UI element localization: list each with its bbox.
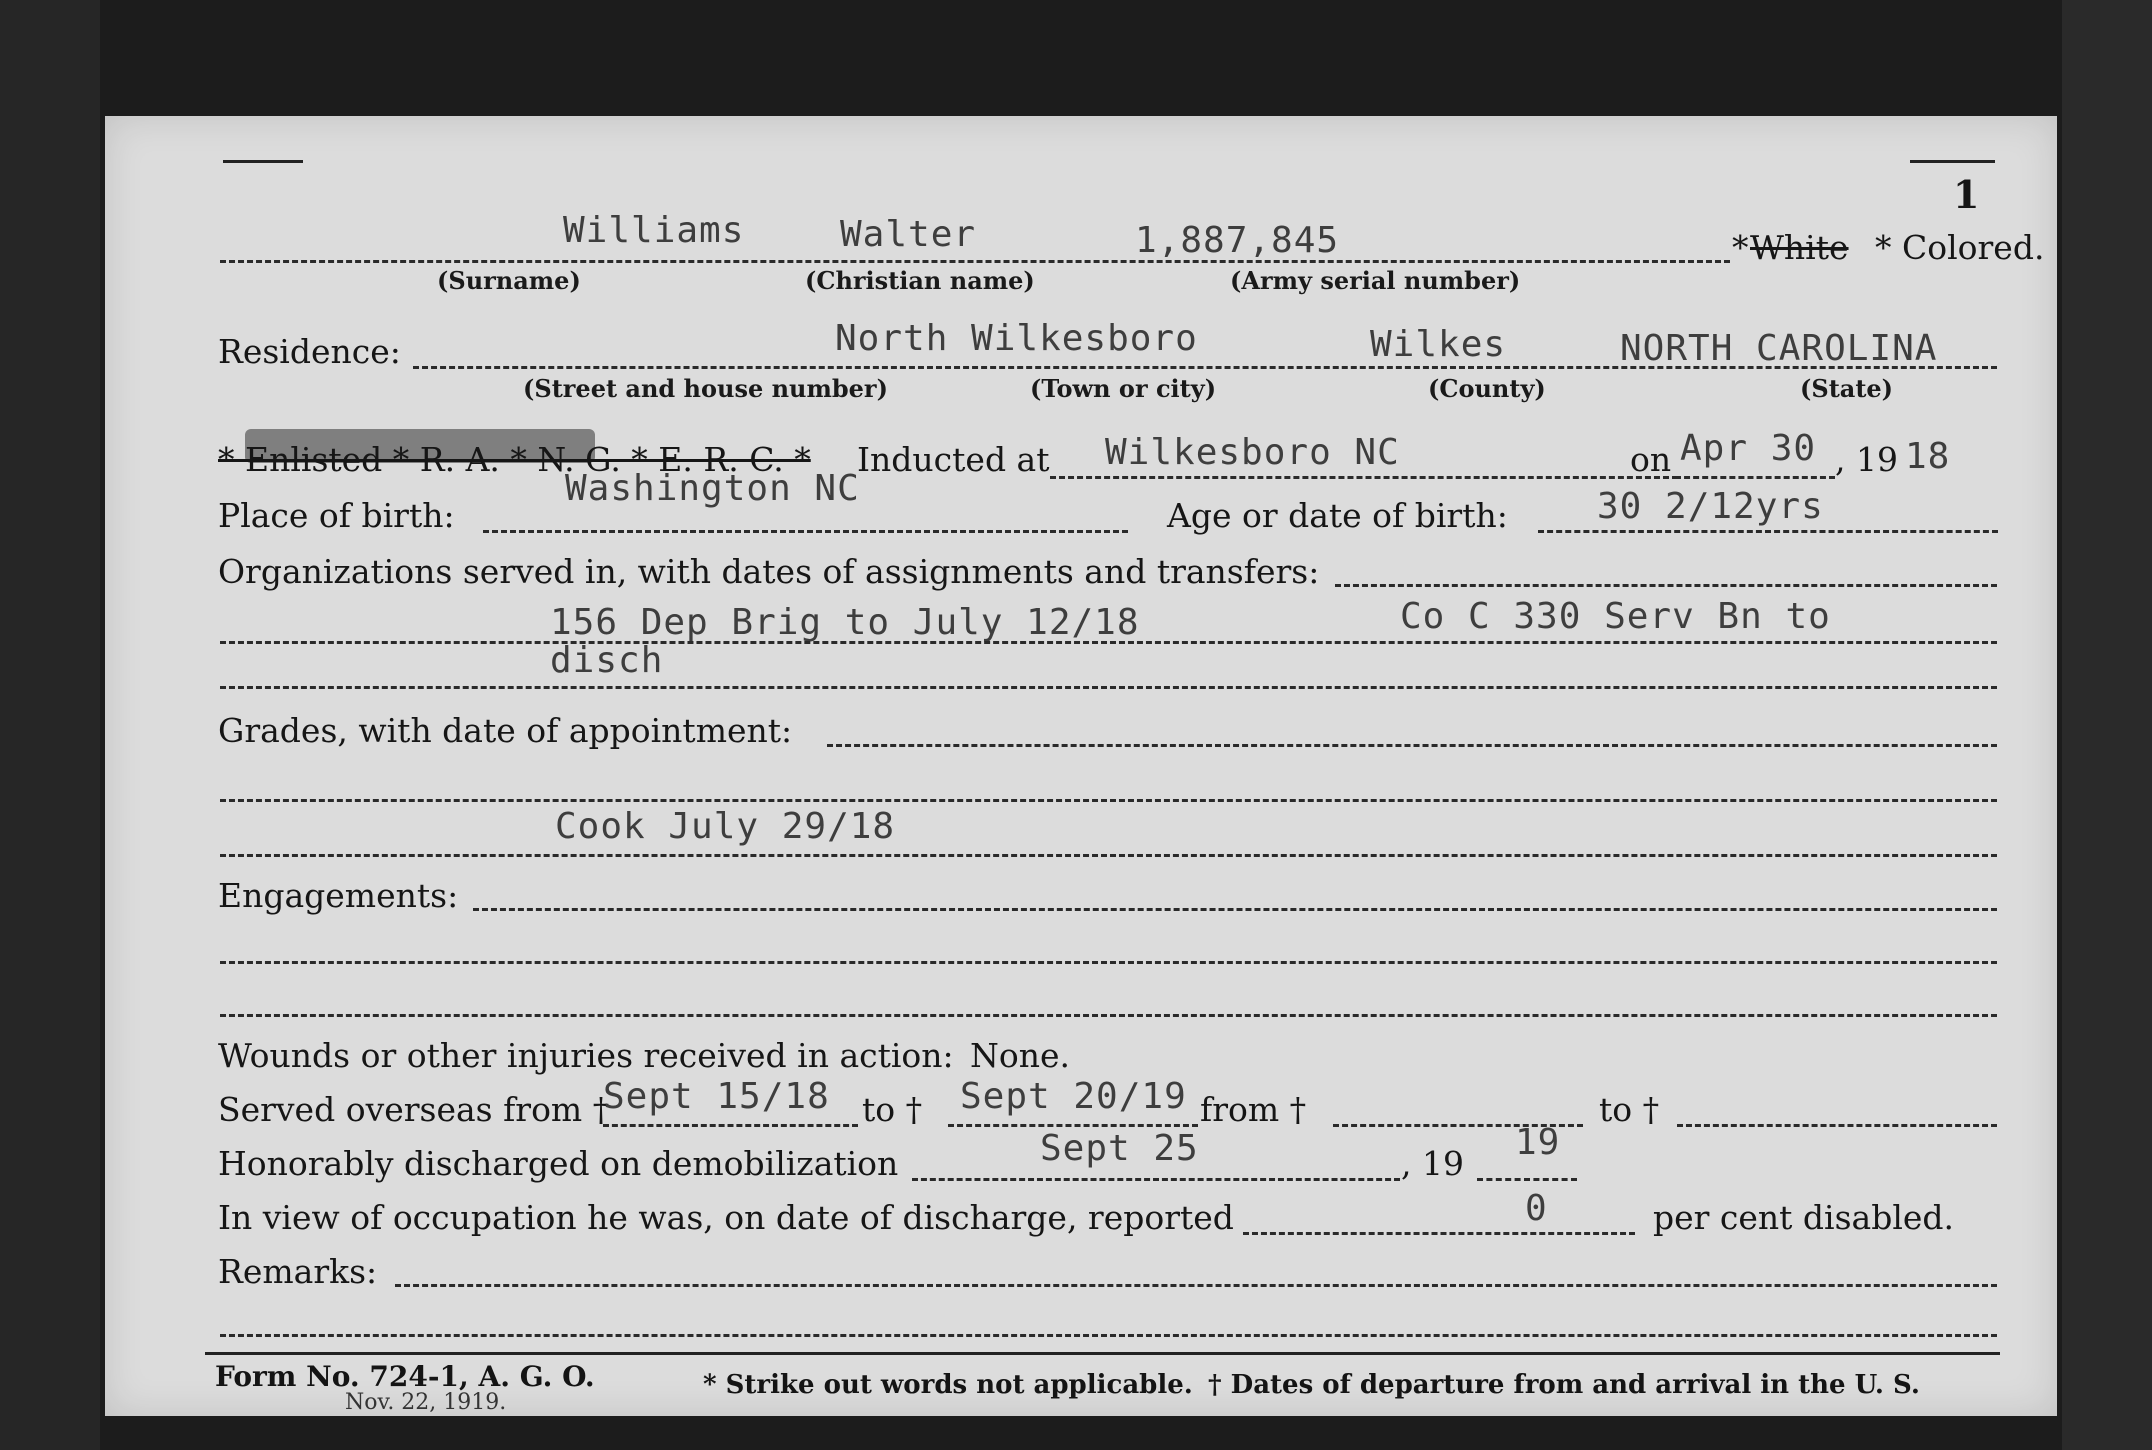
organizations-label: Organizations served in, with dates of assignments and transfers:	[218, 552, 1320, 591]
overseas-to-label: to †	[862, 1090, 923, 1129]
induction-year-prefix: , 19	[1835, 440, 1898, 479]
organizations-value-1b: Co C 330 Serv Bn to	[1400, 596, 1831, 637]
age-value: 30 2/12yrs	[1597, 486, 1824, 527]
race-star: *	[1732, 228, 1749, 267]
card-number: 1	[1953, 172, 1980, 217]
overseas-to2-label: to †	[1599, 1090, 1660, 1129]
organizations-line-1	[220, 641, 1997, 644]
place-of-birth-value: Washington NC	[565, 468, 860, 509]
name-line	[220, 260, 1730, 263]
residence-town: North Wilkesboro	[835, 318, 1198, 359]
wounds-value: None.	[970, 1036, 1071, 1075]
place-of-birth-line	[483, 530, 1128, 533]
organizations-value-2: disch	[550, 640, 664, 681]
form-date: Nov. 22, 1919.	[345, 1390, 507, 1415]
inducted-line	[1050, 476, 1678, 479]
footer-rule	[205, 1352, 2000, 1355]
residence-label: Residence:	[218, 332, 401, 371]
enlisted-options: * Enlisted * R. A. * N. G. * E. R. C. *	[218, 440, 811, 479]
age-label: Age or date of birth:	[1167, 496, 1508, 535]
scan-border-left	[0, 0, 100, 1450]
remarks-line-0	[395, 1284, 1997, 1287]
residence-county: Wilkes	[1370, 324, 1507, 365]
caption-street: (Street and house number)	[523, 374, 888, 403]
caption-christian: (Christian name)	[805, 266, 1035, 295]
overseas-to2-line	[1677, 1124, 1997, 1127]
induction-date: Apr 30	[1680, 428, 1817, 469]
organizations-value-1a: 156 Dep Brig to July 12/18	[550, 602, 1140, 643]
overseas-from2-label: from †	[1200, 1090, 1307, 1129]
induction-year: 18	[1905, 436, 1951, 477]
grades-line-1	[220, 799, 1997, 802]
engagements-line-0	[473, 908, 1997, 911]
inducted-label: Inducted at	[857, 440, 1050, 479]
caption-county: (County)	[1428, 374, 1546, 403]
service-record-card	[105, 116, 2057, 1416]
scan-border-right	[2062, 0, 2152, 1450]
discharge-line	[912, 1178, 1400, 1181]
caption-surname: (Surname)	[437, 266, 581, 295]
age-line	[1538, 530, 1998, 533]
inducted-place: Wilkesboro NC	[1105, 432, 1400, 473]
race-colored: * Colored.	[1875, 228, 2045, 267]
grades-line-2	[220, 854, 1997, 857]
discharge-year-line	[1477, 1178, 1577, 1181]
surname-value: Williams	[563, 210, 745, 251]
engagements-label: Engagements:	[218, 876, 459, 915]
organizations-line-0	[1335, 584, 1997, 587]
overseas-label: Served overseas from †	[218, 1090, 610, 1129]
disability-value: 0	[1525, 1188, 1548, 1229]
discharge-year-prefix: , 19	[1401, 1144, 1464, 1183]
engagements-line-2	[220, 1014, 1997, 1017]
grades-line-0	[827, 744, 1997, 747]
overseas-to-line	[948, 1124, 1198, 1127]
overseas-from-value: Sept 15/18	[603, 1076, 830, 1117]
grades-label: Grades, with date of appointment:	[218, 711, 793, 750]
note-strike-out: * Strike out words not applicable.	[703, 1370, 1193, 1400]
serial-number-value: 1,887,845	[1135, 220, 1340, 261]
race-white: White	[1750, 228, 1849, 267]
top-left-rule	[223, 160, 303, 163]
form-number: Form No. 724-1, A. G. O.	[215, 1360, 595, 1393]
disability-label: In view of occupation he was, on date of discharge, reported	[218, 1198, 1234, 1237]
overseas-to-value: Sept 20/19	[960, 1076, 1187, 1117]
caption-state: (State)	[1800, 374, 1894, 403]
remarks-label: Remarks:	[218, 1252, 378, 1291]
discharge-year: 19	[1515, 1122, 1561, 1163]
engagements-line-1	[220, 961, 1997, 964]
grades-value: Cook July 29/18	[555, 806, 896, 847]
note-dates: † Dates of departure from and arrival in the U. S.	[1208, 1370, 1920, 1400]
caption-serial: (Army serial number)	[1230, 266, 1521, 295]
place-of-birth-label: Place of birth:	[218, 496, 455, 535]
top-right-rule	[1910, 160, 1995, 163]
overseas-from-line	[603, 1124, 858, 1127]
disability-suffix: per cent disabled.	[1653, 1198, 1955, 1237]
wounds-label: Wounds or other injuries received in action:	[218, 1036, 954, 1075]
discharge-label: Honorably discharged on demobilization	[218, 1144, 899, 1183]
discharge-date: Sept 25	[1040, 1128, 1199, 1169]
remarks-line-1	[220, 1334, 1997, 1337]
christian-name-value: Walter	[840, 214, 977, 255]
caption-town: (Town or city)	[1030, 374, 1217, 403]
induction-date-line	[1675, 476, 1835, 479]
residence-state: NORTH CAROLINA	[1620, 328, 1938, 369]
organizations-line-2	[220, 686, 1997, 689]
disability-line	[1243, 1232, 1635, 1235]
on-label: on	[1630, 440, 1672, 479]
